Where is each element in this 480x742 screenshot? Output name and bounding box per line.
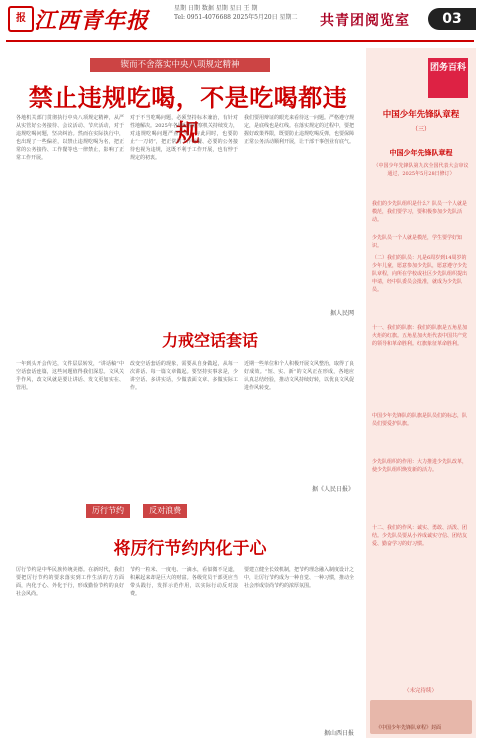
sidebar-section-7: 十二、我们的作风：诚实、勇敢、活泼、团结。少先队员要从小养成诚实守信、团结友爱、勤奋学习的好习惯。 — [372, 525, 468, 547]
article3-kicker-1: 厉行节约 — [86, 504, 130, 518]
article1-column-1: 各地机关部门贯彻执行中央八项规定精神，从严从实管好公务接待、会议活动、节庆活动，对于违规吃喝问题，坚决纠治。然而在实际执行中，也出现了一些偏差，以禁止违规吃喝为名，把正常的公务接待、工作餐等也一律禁止，影响了正常工作开展。 — [16, 115, 124, 161]
article2-byline: 据《人民日报》 — [311, 486, 354, 493]
sidebar-footer: （未完待续） — [404, 688, 438, 694]
sidebar-intro: （中国少年先锋队第九次全国代表大会审议通过，2025年5月28日修订） — [373, 163, 469, 177]
article1-kicker: 锲而不舍落实中央八项规定精神 — [90, 58, 270, 72]
article3-headline: 将厉行节约内化于心 — [113, 539, 267, 559]
sidebar-badge: 团务百科 — [428, 58, 468, 98]
article3-column-3: 要建立健全长效机制，把节约理念融入制度设计之中，让厉行节约成为一种自觉、一种习惯，推动全社会形成崇尚节约的浓厚氛围。 — [244, 567, 354, 589]
article1-headline: 禁止违规吃喝，不是吃喝都违规 — [28, 84, 348, 147]
meta-line-1: 星期 日期 数据 星期 星日 王 期 — [174, 5, 258, 12]
sidebar-section-1: 我们的少先队组织是什么？队员一个人就是模范，我们要学习，要积极参加少先队活动。 — [372, 201, 468, 223]
sidebar-section-3: （二）我们的队员：凡是6周岁到14周岁的少年儿童，愿意参加少先队，愿意遵守少先队章程，向所在学校或社区少先队组织提出申请，经中队委员会批准，就成为少先队员。 — [372, 255, 468, 293]
sidebar-title: 中国少年先锋队章程 — [382, 110, 460, 120]
sidebar-section-2: 少先队员一个人就是模范，学生要学好知识。 — [372, 235, 463, 249]
newspaper-logo: 报 — [8, 6, 34, 32]
sidebar-subtitle: （三） — [411, 126, 430, 133]
article3-kicker-2: 反对浪费 — [143, 504, 187, 518]
article3-column-1: 厉行节约是中华民族传统美德。在新时代，我们要把厉行节约的要求落实到工作生活的方方面面，内化于心、外化于行，形成勤俭节约的良好社会风尚。 — [16, 567, 124, 597]
article2-headline: 力戒空话套话 — [161, 331, 258, 350]
section-title: 共青团阅览室 — [320, 13, 410, 29]
article1-byline: 据人民网 — [329, 310, 354, 317]
article3-kickers — [86, 498, 286, 515]
header-rule — [6, 40, 474, 42]
sidebar-section-4: 十一、我们的队旗：我们的队旗是五角星加火炬的红旗。五角星加火炬代表中国共产党的领导和革命胜利。红旗象征革命胜利。 — [372, 325, 468, 347]
article2-column-1: 一年到头开会传达，文件层层转发，“讲话稿”中空话套话连篇，这些问题值得我们深思。文风关乎作风，改文风就是要让讲话、发文更加实在、管用。 — [16, 361, 124, 391]
sidebar-image-caption: 《中国少年先锋队章程》封面 — [376, 725, 442, 731]
article1-column-2: 对于不当吃喝问题，必须坚持标本兼治，有针对性地解决。2025年各地纪检监察机关持续发力，对违规吃喝问题严查严办。与此同时，也要防止“一刀切”，把正常的工作用餐、必要的公务接待也视为违规，这既不利于工作开展，也有悖于规定的初衷。 — [130, 115, 238, 161]
sidebar-section-5: 中国少年先锋队的队旗是队员们的标志，队员们要爱护队旗。 — [372, 413, 468, 427]
meta-line-2: Tel: 0951-4076688 2025年5月20日 星期二 — [174, 14, 298, 21]
page-number: 03 — [428, 8, 476, 30]
paper-name: 江西青年报 — [34, 8, 150, 34]
article2-column-2: 改变空话套话的现象，需要从自身做起，从每一次讲话、每一篇文章做起。要坚持实事求是，少讲空话、多讲实话，少做表面文章、多做实际工作。 — [130, 361, 238, 391]
article2-column-3: 近期一些单位和个人积极开展文风整治，取得了良好成效。“短、实、新”的文风正在形成，各地应认真总结经验，推动文风持续好转，以优良文风促进作风转变。 — [244, 361, 354, 391]
sidebar-charter-title: 中国少年先锋队章程 — [389, 149, 453, 157]
article1-column-3: 我们要用辩证的眼光来看待这一问题。严格遵守规定，是底线也是红线。在落实规定的过程中，要把握好政策界限，既要防止违规吃喝反弹，也要保障正常公务活动顺利开展，让干部干事创业有底气。 — [244, 115, 354, 145]
issue-meta — [174, 4, 312, 22]
article3-column-2: 节约一粒米、一度电、一滴水，看似微不足道，积累起来却是巨大的财富。各级党员干部更应当带头践行，发挥示范作用，以实际行动反对浪费。 — [130, 567, 238, 597]
sidebar-section-6: 少先队组织的作用：大力推进少先队改革，使少先队组织焕发新的活力。 — [372, 459, 468, 473]
article3-byline: 据山西日报 — [323, 730, 354, 737]
